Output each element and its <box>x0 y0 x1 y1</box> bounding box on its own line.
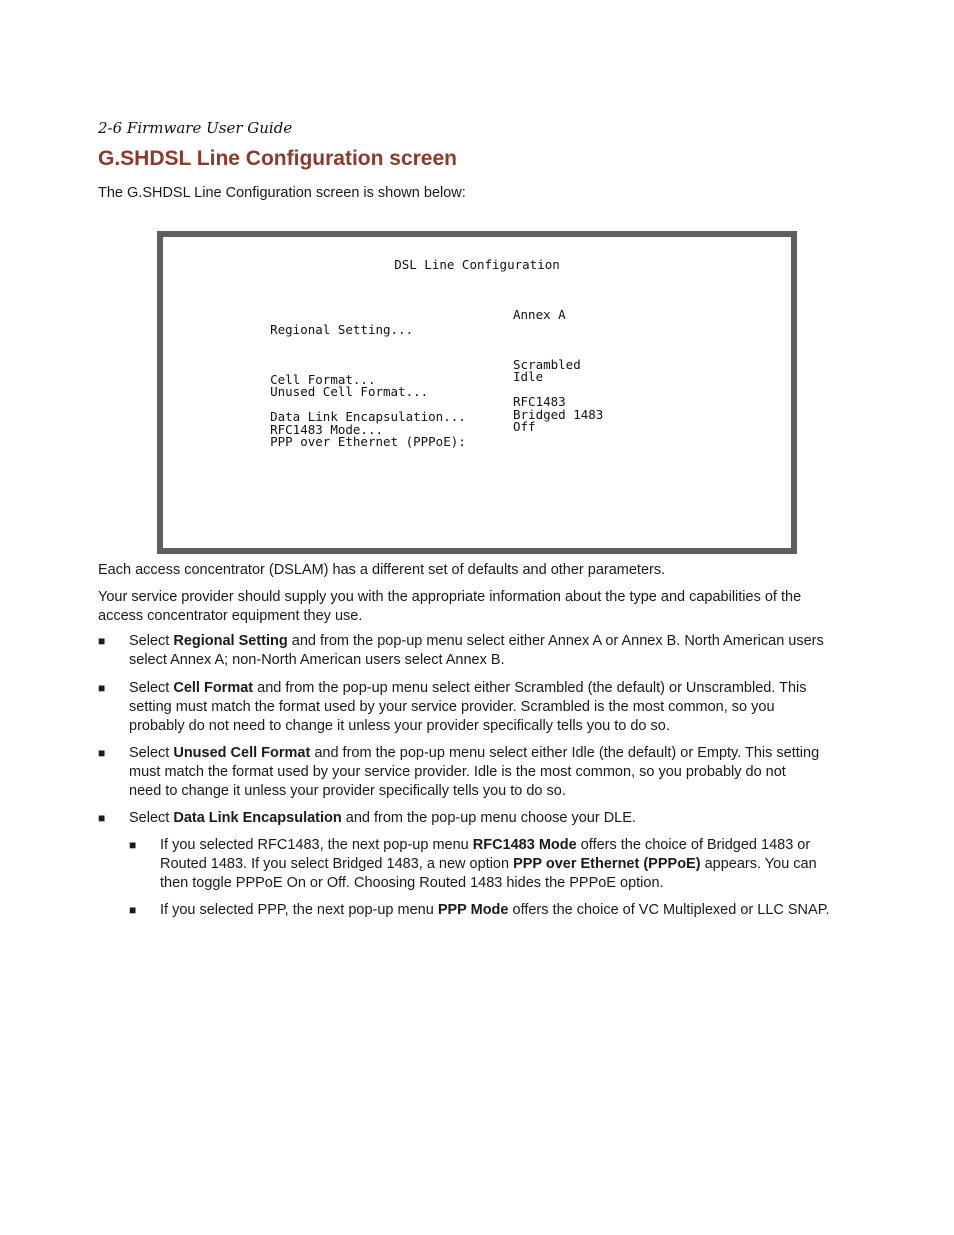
bullet-square-icon: ■ <box>129 903 137 917</box>
text-run: and from the pop-up menu choose your DLE. <box>341 810 636 826</box>
term-data-link-encapsulation: Data Link Encapsulation <box>173 810 342 826</box>
data-link-encapsulation-label: Data Link Encapsulation... <box>270 409 466 424</box>
rfc1483-mode-label: RFC1483 Mode... <box>270 422 383 437</box>
text-run: Select <box>129 745 174 761</box>
cell-format-label: Cell Format... <box>270 372 376 387</box>
dsl-config-screen <box>157 231 797 554</box>
text-run: Select <box>129 680 174 696</box>
bullet-text <box>129 632 824 670</box>
rfc1483-mode-value: Bridged 1483 <box>513 407 604 422</box>
running-head: 2-6 Firmware User Guide <box>98 119 293 137</box>
text-line: then toggle PPPoE On or Off. Choosing Routed 1483 hides the PPPoE option. <box>160 875 664 891</box>
text-run: and from the pop-up menu select either Scrambled (the default) or Unscrambled. This <box>253 680 807 696</box>
bullet-square-icon: ■ <box>129 838 137 852</box>
term-cell-format: Cell Format <box>173 680 254 696</box>
text-run: Routed 1483. If you select Bridged 1483, a new option <box>160 856 514 872</box>
data-link-encapsulation-value: RFC1483 <box>513 394 566 409</box>
paragraph-provider <box>98 588 858 626</box>
regional-setting-value: Annex A <box>513 307 566 322</box>
paragraph-provider-line-1: Your service provider should supply you with the appropriate information about the type and capabilities of the <box>98 589 802 605</box>
term-regional-setting: Regional Setting <box>173 633 288 649</box>
unused-cell-format-value: Idle <box>513 369 544 384</box>
text-run: offers the choice of Bridged 1483 or <box>576 837 811 853</box>
text-run: offers the choice of VC Multiplexed or LLC SNAP. <box>508 902 830 918</box>
bullet-square-icon: ■ <box>98 811 106 825</box>
term-unused-cell-format: Unused Cell Format <box>173 745 311 761</box>
text-line: setting must match the format used by your service provider. Scrambled is the most common, so you <box>129 699 775 715</box>
term-pppoe: PPP over Ethernet (PPPoE) <box>513 856 701 872</box>
text-line: probably do not need to change it unless your provider specifically tells you to do so. <box>129 718 670 734</box>
pppoe-value: Off <box>513 419 536 434</box>
screen-title: DSL Line Configuration <box>394 257 560 272</box>
text-run: and from the pop-up menu select either Idle (the default) or Empty. This setting <box>310 745 820 761</box>
text-line: select Annex A; non-North American users select Annex B. <box>129 652 505 668</box>
bullet-text <box>129 744 819 801</box>
text-run: If you selected RFC1483, the next pop-up menu <box>160 837 473 853</box>
text-run: Select <box>129 810 174 826</box>
term-ppp-mode: PPP Mode <box>437 902 509 918</box>
text-run: If you selected PPP, the next pop-up menu <box>160 902 438 918</box>
paragraph-provider-line-2: access concentrator equipment they use. <box>98 608 363 624</box>
bullet-text <box>160 901 830 920</box>
text-run: Select <box>129 633 174 649</box>
bullet-square-icon: ■ <box>98 746 106 760</box>
intro-text: The G.SHDSL Line Configuration screen is shown below: <box>98 185 466 201</box>
term-rfc1483-mode: RFC1483 Mode <box>472 837 577 853</box>
bullet-square-icon: ■ <box>98 634 106 648</box>
paragraph-dslam: Each access concentrator (DSLAM) has a different set of defaults and other parameters. <box>98 562 666 578</box>
section-title: G.SHDSL Line Configuration screen <box>98 147 457 170</box>
unused-cell-format-label: Unused Cell Format... <box>270 384 429 399</box>
pppoe-row[interactable] <box>240 419 536 479</box>
text-line: need to change it unless your provider specifically tells you to do so. <box>129 783 566 799</box>
cell-format-value: Scrambled <box>513 357 581 372</box>
text-line: must match the format used by your service provider. Idle is the most common, so you probably do not <box>129 764 786 780</box>
text-run: and from the pop-up menu select either Annex A or Annex B. North American users <box>287 633 824 649</box>
regional-setting-label: Regional Setting... <box>270 322 414 337</box>
text-run: appears. You can <box>700 856 817 872</box>
bullet-square-icon: ■ <box>98 681 106 695</box>
bullet-text <box>129 679 807 736</box>
bullet-text <box>160 836 817 893</box>
pppoe-label: PPP over Ethernet (PPPoE): <box>270 434 466 449</box>
bullet-text <box>129 809 636 828</box>
